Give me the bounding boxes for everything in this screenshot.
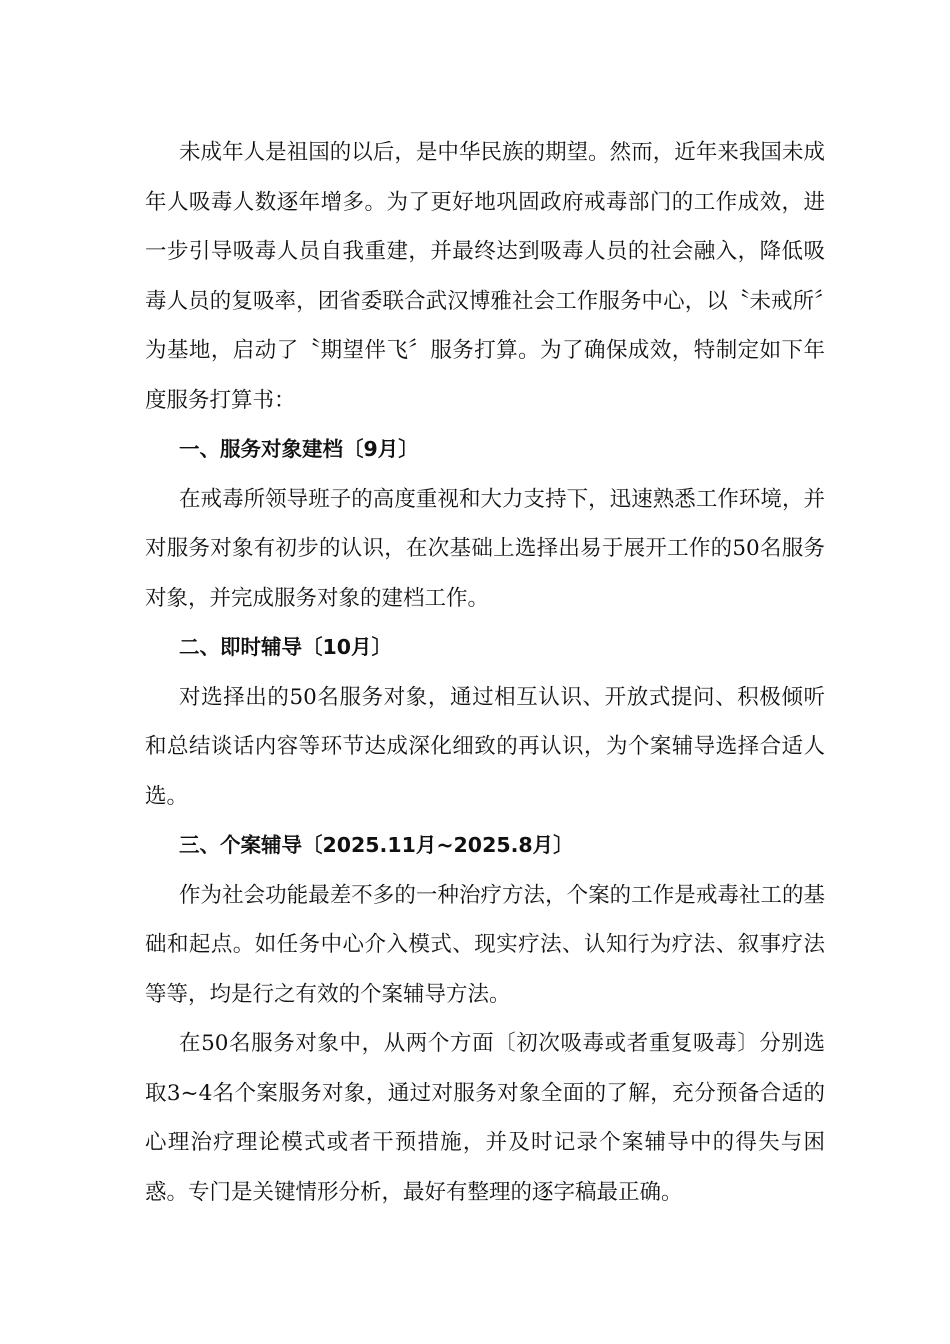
section-1-paragraph: 在戒毒所领导班子的高度重视和大力支持下，迅速熟悉工作环境，并对服务对象有初步的认识，在次基础上选择出易于展开工作的50名服务对象，并完成服务对象的建档工作。: [145, 486, 825, 611]
section-3-paragraph-1: 作为社会功能最差不多的一种治疗方法，个案的工作是戒毒社工的基础和起点。如任务中心介入模式、现实疗法、认知行为疗法、叙事疗法等等，均是行之有效的个案辅导方法。: [145, 882, 825, 1007]
section-heading-2: 二、即时辅导〔10月〕: [179, 635, 393, 659]
section-2-paragraph: 对选择出的50名服务对象，通过相互认识、开放式提问、积极倾听和总结谈话内容等环节达成深化细致的再认识，为个案辅导选择合适人选。: [145, 684, 825, 809]
section-heading-3: 三、个案辅导〔2025.11月~2025.8月〕: [179, 833, 574, 857]
section-3-paragraph-2: 在50名服务对象中，从两个方面〔初次吸毒或者重复吸毒〕分别选取3~4名个案服务对象，通过对服务对象全面的了解，充分预备合适的心理治疗理论模式或者干预措施，并及时记录个案辅导中的得失与困惑。专门是关键情形分析，最好有整理的逐字稿最正确。: [145, 1031, 825, 1205]
document-page: [145, 128, 825, 1217]
intro-paragraph: 未成年人是祖国的以后，是中华民族的期望。然而，近年来我国未成年人吸毒人数逐年增多。为了更好地巩固政府戒毒部门的工作成效，进一步引导吸毒人员自我重建，并最终达到吸毒人员的社会融入，降低吸毒人员的复吸率，团省委联合武汉博雅社会工作服务中心，以〝未戒所〞为基地，启动了〝期望伴飞〞服务打算。为了确保成效，特制定如下年度服务打算书：: [145, 140, 825, 413]
section-heading-1: 一、服务对象建档〔9月〕: [179, 437, 419, 461]
